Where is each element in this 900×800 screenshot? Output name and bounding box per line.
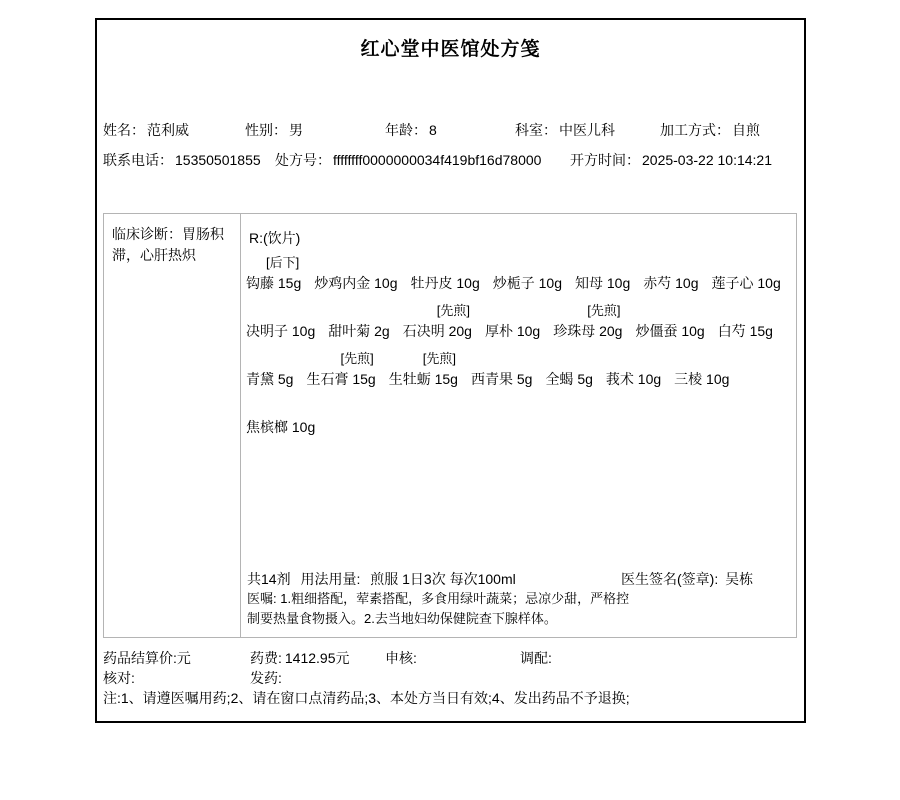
medicine-decoction-note (545, 348, 592, 368)
medicine-decoction-note (246, 396, 315, 416)
medicine-decoction-note (471, 348, 532, 368)
rx-time-label: 开方时间： (570, 152, 640, 168)
medicine-name-dose: 钩藤 15g (246, 275, 302, 291)
rx-number-label: 处方号： (275, 152, 331, 168)
medicine-decoction-note (314, 252, 397, 272)
process-method-field (660, 120, 760, 140)
medicine-name-dose: 炒僵蚕 10g (635, 323, 705, 339)
medical-advice: 医嘱: 1.粗细搭配，荤素搭配，多食用绿叶蔬菜；忌凉少甜，严格控制要热量食物摄入。2.去当地妇幼保健院查下腺样体。 (247, 591, 630, 626)
patient-name-value: 范利威 (147, 122, 189, 138)
medicine-decoction-note (575, 252, 630, 272)
medicine-item (411, 252, 480, 294)
check-label: 核对: (103, 670, 135, 686)
medicine-item (712, 252, 781, 294)
medicine-name-dose: 牡丹皮 10g (410, 275, 480, 291)
medicine-decoction-note (606, 348, 661, 368)
medicine-name-dose: 生石膏 15g (306, 371, 376, 387)
page-title: 红心堂中医馆处方笺 (360, 39, 541, 60)
medicine-item (471, 348, 532, 390)
rx-time-field (570, 150, 772, 170)
medicine-name-dose: 赤芍 10g (643, 275, 699, 291)
rx-number-value: ffffffff0000000034f419bf16d78000 (333, 152, 542, 168)
medicine-decoction-note (712, 252, 781, 272)
patient-age-value: 8 (429, 122, 437, 138)
patient-dept-field (515, 120, 615, 140)
settle-price-unit: 元 (176, 650, 191, 666)
medicine-name-dose: 决明子 10g (246, 323, 316, 339)
medicine-decoction-note (246, 348, 293, 368)
bottom-note: 注:1、请遵医嘱用药;2、请在窗口点清药品;3、本处方当日有效;4、发出药品不予退换; (103, 690, 630, 706)
process-method-label: 加工方式： (660, 122, 730, 138)
fee-value: 1412.95元 (284, 650, 350, 666)
medicine-decoction-note (643, 252, 698, 272)
medicine-item (635, 300, 704, 342)
medicine-item (493, 252, 562, 294)
medicine-name-dose: 莲子心 10g (711, 275, 781, 291)
medicine-name-dose: 甜叶菊 2g (328, 323, 390, 339)
medicine-item (606, 348, 661, 390)
doctor-signature (621, 569, 753, 589)
medicine-row (246, 300, 794, 342)
medicine-decoction-note (718, 300, 773, 320)
medicine-item (306, 348, 375, 390)
medicine-name-dose: 焦槟榔 10g (246, 419, 316, 435)
doctor-signature-label: 医生签名(签章): (621, 571, 719, 587)
settle-price-field (103, 648, 191, 668)
prescription-sheet (95, 18, 806, 723)
medicine-item (328, 300, 389, 342)
medicine-decoction-note: [先煎] (340, 351, 374, 366)
rx-header: R:(饮片) (249, 230, 301, 246)
medicine-row (246, 396, 794, 438)
medicine-item (246, 300, 315, 342)
medicine-item (718, 300, 773, 342)
medicine-item (389, 348, 458, 390)
prescription-box (240, 213, 797, 638)
medicine-item (485, 300, 540, 342)
medicine-item (403, 300, 472, 342)
medicine-row (246, 252, 794, 294)
medicine-name-dose: 炒栀子 10g (492, 275, 562, 291)
fee-label: 药费: (250, 650, 282, 666)
medicine-item (246, 348, 293, 390)
medicine-name-dose: 厚朴 10g (484, 323, 541, 339)
issue-label: 发药: (250, 670, 282, 686)
dispense-label: 调配: (520, 650, 552, 666)
patient-age-field (385, 120, 437, 140)
medicine-item (545, 348, 592, 390)
diagnosis-box (103, 213, 241, 638)
medicine-item (643, 252, 698, 294)
medicine-decoction-note: [先煎] (422, 351, 456, 366)
medicine-item (553, 300, 622, 342)
patient-gender-field (245, 120, 303, 140)
medicine-decoction-note (411, 252, 480, 272)
medicine-name-dose: 炒鸡内金 10g (314, 275, 398, 291)
medicine-name-dose: 生牡蛎 15g (388, 371, 458, 387)
phone-label: 联系电话： (103, 152, 173, 168)
diagnosis-text: 临床诊断：胃肠积滞，心肝热炽 (112, 226, 224, 263)
medicine-decoction-note (493, 252, 562, 272)
medicine-name-dose: 石决明 20g (402, 323, 472, 339)
medicine-decoction-note (674, 348, 729, 368)
medicine-item (314, 252, 397, 294)
fee-field (250, 648, 350, 668)
phone-field (103, 150, 261, 170)
medicine-name-dose: 知母 10g (575, 275, 631, 291)
medicine-decoction-note: [先煎] (587, 303, 621, 318)
settle-price-label: 药品结算价: (103, 650, 177, 666)
medicine-decoction-note (485, 300, 540, 320)
patient-dept-value: 中医儿科 (559, 122, 615, 138)
medicine-decoction-note (246, 300, 315, 320)
medicine-decoction-note (635, 300, 704, 320)
medicine-decoction-note: [后下] (266, 255, 300, 270)
medicine-item (674, 348, 729, 390)
medicine-name-dose: 青黛 5g (246, 371, 294, 387)
medicine-decoction-note (328, 300, 389, 320)
usage-row (247, 569, 516, 589)
medicine-name-dose: 珍珠母 20g (553, 323, 623, 339)
doctor-signature-name: 吴栋 (725, 571, 754, 587)
usage-label: 用法用量: (300, 571, 361, 587)
phone-value: 15350501855 (175, 152, 261, 168)
medicine-name-dose: 莪术 10g (605, 371, 662, 387)
dose-total: 共14剂 (247, 571, 291, 587)
medicine-row (246, 348, 794, 390)
review-field (385, 648, 417, 668)
medicine-decoction-note: [先煎] (436, 303, 470, 318)
medicine-name-dose: 白芍 15g (717, 323, 773, 339)
medicine-name-dose: 全蝎 5g (545, 371, 593, 387)
medicine-item (575, 252, 630, 294)
dispense-field (520, 648, 552, 668)
medicine-item (246, 252, 301, 294)
usage-value: 煎服 1日3次 每次100ml (370, 571, 516, 587)
process-method-value: 自煎 (732, 122, 760, 138)
review-label: 申核: (385, 650, 417, 666)
check-field (103, 668, 135, 688)
patient-gender-value: 男 (289, 122, 303, 138)
medicine-name-dose: 西青果 5g (470, 371, 533, 387)
patient-gender-label: 性别： (245, 122, 287, 138)
medicine-name-dose: 三棱 10g (674, 371, 730, 387)
patient-name-label: 姓名： (103, 122, 145, 138)
patient-age-label: 年龄： (385, 122, 427, 138)
patient-dept-label: 科室： (515, 122, 557, 138)
issue-field (250, 668, 282, 688)
medicine-item (246, 396, 315, 438)
rx-time-value: 2025-03-22 10:14:21 (642, 152, 772, 168)
patient-name-field (103, 120, 189, 140)
rx-number-field (275, 150, 541, 170)
